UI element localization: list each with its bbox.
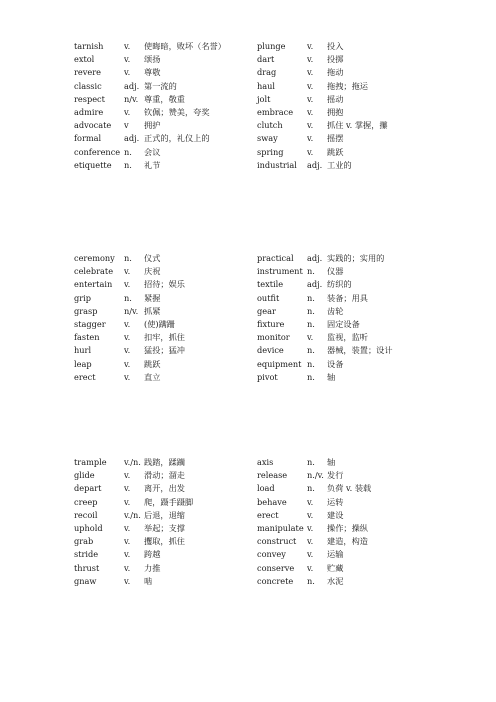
entry-meaning: 运转	[327, 496, 344, 507]
entry-meaning: 齿轮	[327, 305, 344, 316]
entry-meaning: 工业的	[327, 159, 352, 170]
entry-part-of-speech: v.	[307, 67, 314, 78]
vocab-entry	[257, 93, 457, 106]
entry-meaning: 离开，出发	[144, 483, 185, 494]
vocab-entry	[257, 469, 457, 482]
entry-part-of-speech: n.	[307, 575, 315, 586]
entry-word: depart	[74, 483, 102, 494]
entry-part-of-speech: n.	[307, 318, 315, 329]
entry-word: gnaw	[74, 575, 97, 586]
entry-word: revere	[74, 67, 101, 78]
entry-meaning: 水泥	[327, 575, 344, 586]
entry-word: hurl	[74, 345, 92, 356]
vocab-entry	[257, 562, 457, 575]
entry-meaning: 拖动	[327, 67, 344, 78]
entry-meaning: 正式的，礼仪上的	[144, 133, 210, 144]
vocab-entry	[74, 371, 254, 384]
entry-word: grip	[74, 292, 92, 303]
entry-word: load	[257, 483, 275, 494]
entry-part-of-speech: v.	[124, 279, 131, 290]
entry-part-of-speech: n.	[124, 292, 132, 303]
entry-part-of-speech: v.	[124, 106, 131, 117]
entry-part-of-speech: v.	[124, 345, 131, 356]
entry-word: axis	[257, 457, 274, 467]
entry-part-of-speech: v.	[307, 41, 314, 51]
vocab-entry	[257, 305, 457, 318]
vocab-entry	[257, 535, 457, 548]
vocab-entry	[257, 265, 457, 278]
entry-part-of-speech: adj.	[124, 80, 140, 91]
entry-meaning: 钦佩；赞美，夸奖	[144, 106, 210, 117]
vocab-entry	[257, 331, 457, 344]
vocab-entry	[74, 358, 254, 371]
entry-word: practical	[257, 253, 294, 263]
vocab-column-right-3	[257, 456, 457, 588]
vocab-entry	[74, 482, 254, 495]
vocab-entry	[257, 132, 457, 145]
entry-word: tarnish	[74, 41, 104, 51]
entry-word: grasp	[74, 305, 98, 316]
vocab-entry	[257, 106, 457, 119]
entry-meaning: 尊重，敬重	[144, 93, 185, 104]
entry-part-of-speech: v.	[124, 318, 131, 329]
vocab-entry	[257, 509, 457, 522]
entry-part-of-speech: n.	[307, 371, 315, 382]
entry-part-of-speech: n.	[124, 146, 132, 157]
entry-meaning: 攫取，抓住	[144, 536, 185, 547]
vocab-entry	[74, 278, 254, 291]
entry-meaning: 仪器	[327, 266, 344, 277]
entry-word: release	[257, 470, 288, 481]
entry-meaning: 摇摆	[327, 133, 344, 144]
entry-word: instrument	[257, 266, 303, 277]
vocab-column-left-1	[74, 40, 254, 172]
entry-word: spring	[257, 146, 284, 157]
vocab-entry	[74, 66, 254, 79]
vocab-entry	[257, 371, 457, 384]
entry-word: dart	[257, 54, 275, 65]
entry-word: advocate	[74, 120, 112, 131]
entry-word: construct	[257, 536, 297, 547]
entry-word: classic	[74, 80, 102, 91]
entry-part-of-speech: adj.	[307, 279, 323, 290]
vocab-entry	[74, 53, 254, 66]
vocab-entry	[74, 344, 254, 357]
entry-meaning: 直立	[144, 371, 161, 382]
entry-meaning: 投掷	[327, 54, 344, 65]
entry-part-of-speech: v.	[124, 54, 131, 65]
entry-part-of-speech: v.	[307, 496, 314, 507]
entry-meaning: 紧握	[144, 292, 161, 303]
vocab-entry	[74, 93, 254, 106]
entry-part-of-speech: n.	[124, 159, 132, 170]
vocab-entry	[74, 292, 254, 305]
entry-word: monitor	[257, 332, 290, 343]
entry-word: respect	[74, 93, 105, 104]
entry-meaning: 实践的；实用的	[327, 253, 385, 263]
entry-part-of-speech: v.	[307, 133, 314, 144]
entry-word: thrust	[74, 562, 100, 573]
entry-part-of-speech: v.	[307, 146, 314, 157]
vocab-entry	[74, 40, 254, 53]
entry-meaning: 监视，监听	[327, 332, 368, 343]
entry-meaning: 负荷 v. 装载	[327, 483, 372, 494]
vocab-entry	[74, 456, 254, 469]
vocab-entry	[257, 318, 457, 331]
entry-word: textile	[257, 279, 284, 290]
entry-part-of-speech: v.	[307, 509, 314, 520]
entry-word: device	[257, 345, 284, 356]
vocab-entry	[74, 509, 254, 522]
entry-part-of-speech: n.	[307, 345, 315, 356]
vocab-entry	[257, 252, 457, 265]
entry-word: embrace	[257, 106, 294, 117]
entry-meaning: 拖拽；拖运	[327, 80, 368, 91]
entry-part-of-speech: v./n.	[124, 457, 141, 467]
entry-meaning: (使)蹒跚	[144, 318, 175, 329]
entry-part-of-speech: v.	[124, 266, 131, 277]
vocab-entry	[74, 331, 254, 344]
entry-part-of-speech: v.	[124, 470, 131, 481]
entry-meaning: 尊敬	[144, 67, 161, 78]
entry-part-of-speech: v.	[307, 120, 314, 131]
entry-meaning: 第一流的	[144, 80, 177, 91]
entry-meaning: 颂扬	[144, 54, 161, 65]
entry-part-of-speech: v.	[307, 332, 314, 343]
vocab-entry	[74, 106, 254, 119]
entry-meaning: 招待；娱乐	[144, 279, 185, 290]
entry-part-of-speech: v.	[307, 562, 314, 573]
entry-meaning: 建设	[327, 509, 344, 520]
entry-word: industrial	[257, 159, 297, 170]
vocab-entry	[257, 53, 457, 66]
entry-part-of-speech: v.	[307, 549, 314, 560]
entry-word: ceremony	[74, 253, 115, 263]
entry-part-of-speech: n./v.	[307, 470, 324, 481]
entry-word: glide	[74, 470, 95, 481]
vocab-entry	[74, 575, 254, 588]
entry-meaning: 跳跃	[144, 358, 161, 369]
entry-part-of-speech: n.	[307, 483, 315, 494]
vocab-entry	[257, 358, 457, 371]
entry-word: conserve	[257, 562, 295, 573]
entry-part-of-speech: n.	[124, 253, 132, 263]
entry-part-of-speech: v.	[124, 562, 131, 573]
entry-word: haul	[257, 80, 276, 91]
entry-meaning: 贮藏	[327, 562, 344, 573]
entry-part-of-speech: v.	[124, 41, 131, 51]
entry-part-of-speech: v.	[307, 93, 314, 104]
entry-meaning: 爬，蹑手蹑脚	[144, 496, 194, 507]
entry-word: fasten	[74, 332, 100, 343]
entry-word: plunge	[257, 41, 286, 51]
vocab-column-left-2	[74, 252, 254, 384]
entry-meaning: 轴	[327, 371, 336, 382]
entry-word: clutch	[257, 120, 283, 131]
entry-part-of-speech: n.	[307, 457, 315, 467]
entry-part-of-speech: v.	[124, 522, 131, 533]
entry-word: behave	[257, 496, 287, 507]
entry-part-of-speech: n.	[307, 358, 315, 369]
vocab-entry	[257, 548, 457, 561]
entry-word: convey	[257, 549, 286, 560]
entry-part-of-speech: n/v.	[124, 93, 139, 104]
entry-meaning: 拥抱	[327, 106, 344, 117]
entry-part-of-speech: n/v.	[124, 305, 139, 316]
vocab-entry	[257, 292, 457, 305]
entry-word: equipment	[257, 358, 302, 369]
vocab-entry	[257, 522, 457, 535]
entry-meaning: 轴	[327, 457, 336, 467]
entry-word: drag	[257, 67, 277, 78]
entry-word: formal	[74, 133, 102, 144]
entry-meaning: 抓住 v. 掌握，攥	[327, 120, 388, 131]
entry-word: erect	[257, 509, 279, 520]
entry-word: celebrate	[74, 266, 114, 277]
entry-part-of-speech: v	[124, 120, 129, 131]
entry-meaning: 摇动	[327, 93, 344, 104]
vocab-entry	[257, 496, 457, 509]
entry-meaning: 践踏，蹂躏	[144, 457, 185, 467]
entry-word: sway	[257, 133, 278, 144]
vocab-entry	[257, 40, 457, 53]
vocab-column-right-1	[257, 40, 457, 172]
entry-meaning: 发行	[327, 470, 344, 481]
entry-meaning: 纺织的	[327, 279, 352, 290]
entry-word: creep	[74, 496, 98, 507]
vocab-entry	[74, 305, 254, 318]
entry-meaning: 使晦暗，败坏（名誉）	[144, 41, 226, 51]
entry-word: manipulate	[257, 522, 304, 533]
vocab-entry	[257, 159, 457, 172]
entry-word: admire	[74, 106, 104, 117]
entry-meaning: 后退，退缩	[144, 509, 185, 520]
entry-meaning: 固定设备	[327, 318, 360, 329]
entry-word: outfit	[257, 292, 280, 303]
vocab-entry	[74, 562, 254, 575]
vocab-entry	[74, 535, 254, 548]
vocab-entry	[257, 66, 457, 79]
entry-part-of-speech: v.	[124, 371, 131, 382]
vocab-entry	[74, 469, 254, 482]
entry-part-of-speech: v.	[307, 80, 314, 91]
entry-meaning: 滑动；溜走	[144, 470, 185, 481]
entry-word: stride	[74, 549, 99, 560]
vocab-entry	[257, 80, 457, 93]
entry-word: gear	[257, 305, 276, 316]
entry-word: stagger	[74, 318, 106, 329]
entry-meaning: 设备	[327, 358, 344, 369]
entry-meaning: 庆祝	[144, 266, 161, 277]
vocab-entry	[74, 119, 254, 132]
entry-part-of-speech: n.	[307, 292, 315, 303]
vocab-entry	[257, 119, 457, 132]
vocab-entry	[74, 548, 254, 561]
entry-part-of-speech: adj.	[307, 159, 323, 170]
entry-part-of-speech: v.	[307, 522, 314, 533]
entry-part-of-speech: v.	[124, 496, 131, 507]
vocab-entry	[74, 496, 254, 509]
vocab-column-right-2	[257, 252, 457, 384]
entry-word: trample	[74, 457, 107, 467]
entry-part-of-speech: v.	[307, 54, 314, 65]
entry-meaning: 力推	[144, 562, 161, 573]
entry-part-of-speech: v.	[307, 106, 314, 117]
vocab-entry	[74, 80, 254, 93]
entry-word: jolt	[257, 93, 271, 104]
vocab-column-left-3	[74, 456, 254, 588]
entry-part-of-speech: v.	[307, 536, 314, 547]
entry-part-of-speech: v.	[124, 67, 131, 78]
entry-word: entertain	[74, 279, 113, 290]
entry-meaning: 会议	[144, 146, 161, 157]
vocab-entry	[257, 482, 457, 495]
entry-meaning: 投入	[327, 41, 344, 51]
entry-word: pivot	[257, 371, 278, 382]
entry-word: recoil	[74, 509, 98, 520]
entry-part-of-speech: n.	[307, 305, 315, 316]
entry-meaning: 建造，构造	[327, 536, 368, 547]
vocab-entry	[257, 278, 457, 291]
entry-part-of-speech: v.	[124, 536, 131, 547]
vocab-entry	[74, 132, 254, 145]
entry-meaning: 扣牢，抓住	[144, 332, 185, 343]
entry-part-of-speech: n.	[307, 266, 315, 277]
entry-part-of-speech: v.	[124, 483, 131, 494]
entry-meaning: 啮	[144, 575, 153, 586]
entry-meaning: 仪式	[144, 253, 161, 263]
entry-part-of-speech: v.	[124, 332, 131, 343]
entry-meaning: 举起；支撑	[144, 522, 185, 533]
vocab-entry	[74, 265, 254, 278]
entry-part-of-speech: adj.	[124, 133, 140, 144]
vocab-entry	[74, 252, 254, 265]
entry-word: uphold	[74, 522, 103, 533]
entry-word: etiquette	[74, 159, 112, 170]
vocab-entry	[257, 344, 457, 357]
vocab-entry	[74, 146, 254, 159]
entry-word: grab	[74, 536, 94, 547]
entry-meaning: 跨越	[144, 549, 161, 560]
entry-meaning: 器械，装置；设计	[327, 345, 393, 356]
entry-word: fixture	[257, 318, 285, 329]
entry-word: extol	[74, 54, 95, 65]
entry-meaning: 礼节	[144, 159, 161, 170]
entry-part-of-speech: adj.	[307, 253, 323, 263]
vocab-entry	[257, 575, 457, 588]
vocab-entry	[74, 522, 254, 535]
vocab-entry	[74, 159, 254, 172]
entry-meaning: 抓紧	[144, 305, 161, 316]
entry-meaning: 装备；用具	[327, 292, 368, 303]
entry-part-of-speech: v.	[124, 549, 131, 560]
entry-meaning: 运输	[327, 549, 344, 560]
vocab-entry	[74, 318, 254, 331]
entry-part-of-speech: v./n.	[124, 509, 141, 520]
entry-part-of-speech: v.	[124, 575, 131, 586]
vocab-entry	[257, 146, 457, 159]
entry-meaning: 跳跃	[327, 146, 344, 157]
entry-meaning: 猛投；猛冲	[144, 345, 185, 356]
entry-word: leap	[74, 358, 92, 369]
entry-part-of-speech: v.	[124, 358, 131, 369]
vocab-entry	[257, 456, 457, 469]
entry-meaning: 拥护	[144, 120, 161, 131]
entry-word: erect	[74, 371, 96, 382]
entry-word: concrete	[257, 575, 294, 586]
entry-meaning: 操作；操纵	[327, 522, 368, 533]
entry-word: conference	[74, 146, 121, 157]
